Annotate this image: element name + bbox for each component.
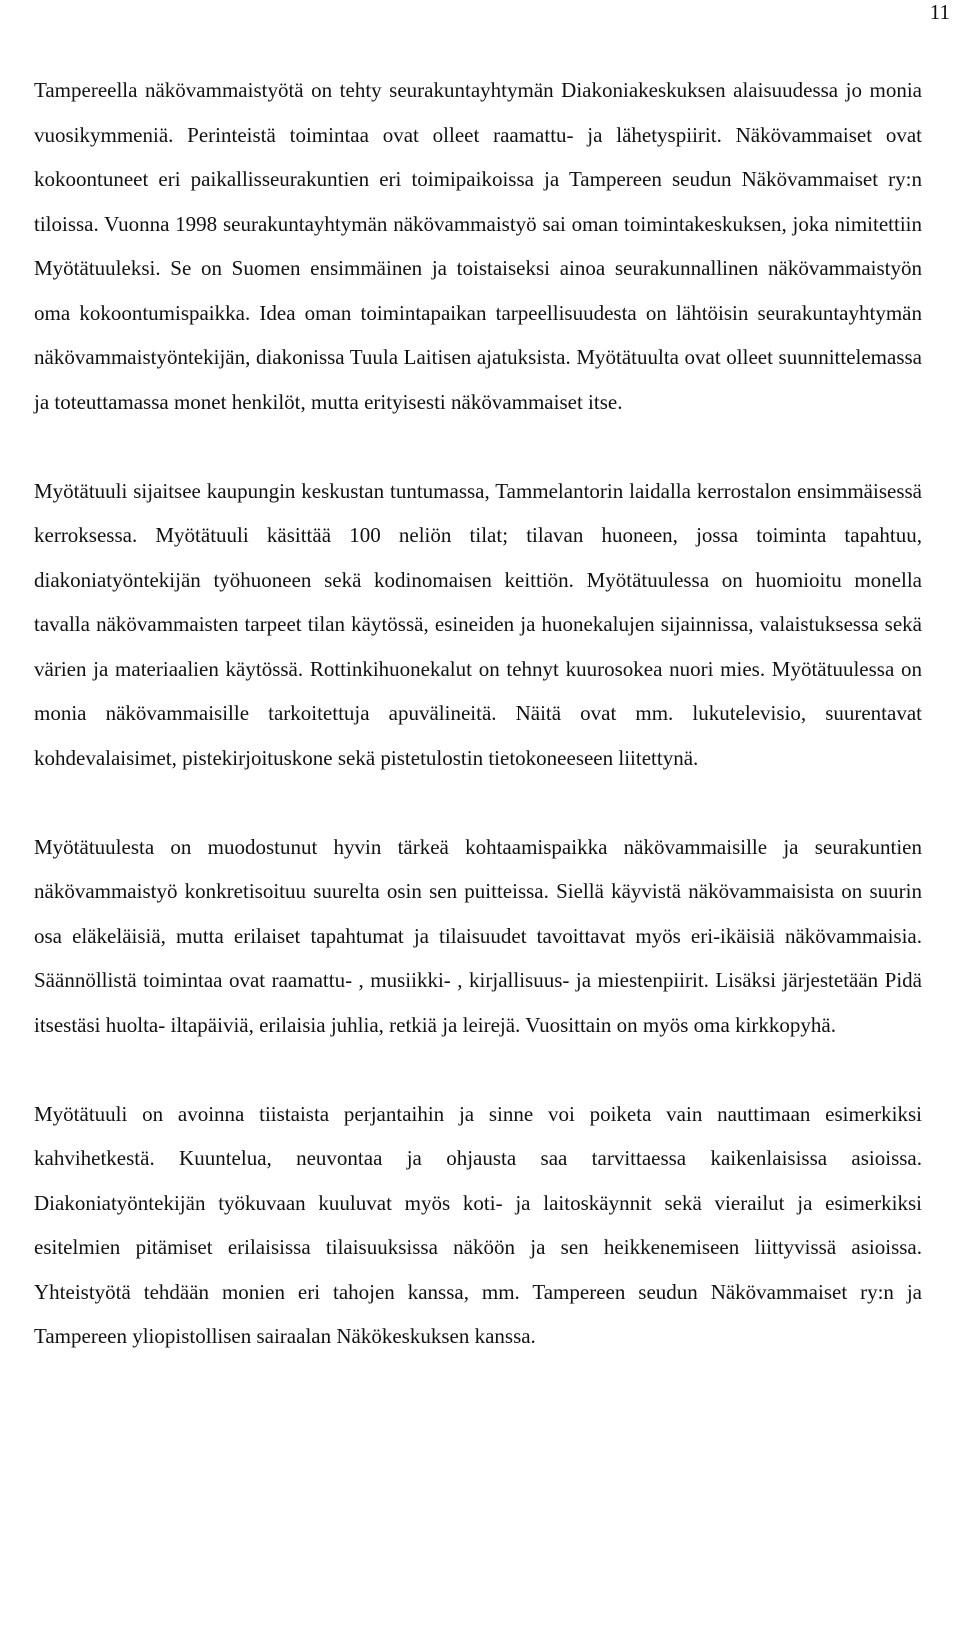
page-number: 11 [929,0,950,24]
paragraph-2: Myötätuuli sijaitsee kaupungin keskustan tuntumassa, Tammelantorin laidalla kerrostalon ensimmäisessä kerroksessa. Myötätuuli käsittää 100 neliön tilat; tilavan huoneen, jossa toiminta tapahtuu, diakoniatyöntekijän työhuoneen sekä kodinomaisen keittiön. Myötätuulessa on huomioitu monella tavalla näkövammaisten tarpeet tilan käytössä, esineiden ja huonekalujen sijainnissa, valaistuksessa sekä värien ja materiaalien käytössä. Rottinkihuonekalut on tehnyt kuurosokea nuori mies. Myötätuulessa on monia näkövammaisille tarkoitettuja apuvälineitä. Näitä ovat mm. lukutelevisio, suurentavat kohdevalaisimet, pistekirjoituskone sekä pistetulostin tietokoneeseen liitettynä. [34,478,922,770]
paragraph-3: Myötätuulesta on muodostunut hyvin tärkeä kohtaamispaikka näkövammaisille ja seurakuntien näkövammaistyö konkretisoituu suurelta osin sen puitteissa. Siellä käyvistä näkövammaisista on suurin osa eläkeläisiä, mutta erilaiset tapahtumat ja tilaisuudet tavoittavat myös eri-ikäisiä näkövammaisia. Säännöllistä toimintaa ovat raamattu- , musiikki- , kirjallisuus- ja miestenpiirit. Lisäksi järjestetään Pidä itsestäsi huolta- iltapäiviä, erilaisia juhlia, retkiä ja leirejä. Vuosittain on myös oma kirkkopyhä. [34,834,922,1037]
paragraph-1: Tampereella näkövammaistyötä on tehty seurakuntayhtymän Diakoniakeskuksen alaisuudessa jo monia vuosikymmeniä. Perinteistä toimintaa ovat olleet raamattu- ja lähetyspiirit. Näkövammaiset ovat kokoontuneet eri paikallisseurakuntien eri toimipaikoissa ja Tampereen seudun Näkövammaiset ry:n tiloissa. Vuonna 1998 seurakuntayhtymän näkövammaistyö sai oman toimintakeskuksen, joka nimitettiin Myötätuuleksi. Se on Suomen ensimmäinen ja toistaiseksi ainoa seurakunnallinen näkövammaistyön oma kokoontumispaikka. Idea oman toimintapaikan tarpeellisuudesta on lähtöisin seurakuntayhtymän näkövammaistyöntekijän, diakonissa Tuula Laitisen ajatuksista. Myötätuulta ovat olleet suunnittelemassa ja toteuttamassa monet henkilöt, mutta erityisesti näkövammaiset itse. [34,78,922,414]
paragraph-4: Myötätuuli on avoinna tiistaista perjantaihin ja sinne voi poiketa vain nauttimaan esimerkiksi kahvihetkestä. Kuuntelua, neuvontaa ja ohjausta saa tarvittaessa kaikenlaisissa asioissa. Diakoniatyöntekijän työkuvaan kuuluvat myös koti- ja laitoskäynnit sekä vierailut ja esimerkiksi esitelmien pitämiset erilaisissa tilaisuuksissa näköön ja sen heikkenemiseen liittyvissä asioissa. Yhteistyötä tehdään monien eri tahojen kanssa, mm. Tampereen seudun Näkövammaiset ry:n ja Tampereen yliopistollisen sairaalan Näkökeskuksen kanssa. [34,1101,922,1348]
document-body [34,68,922,1359]
